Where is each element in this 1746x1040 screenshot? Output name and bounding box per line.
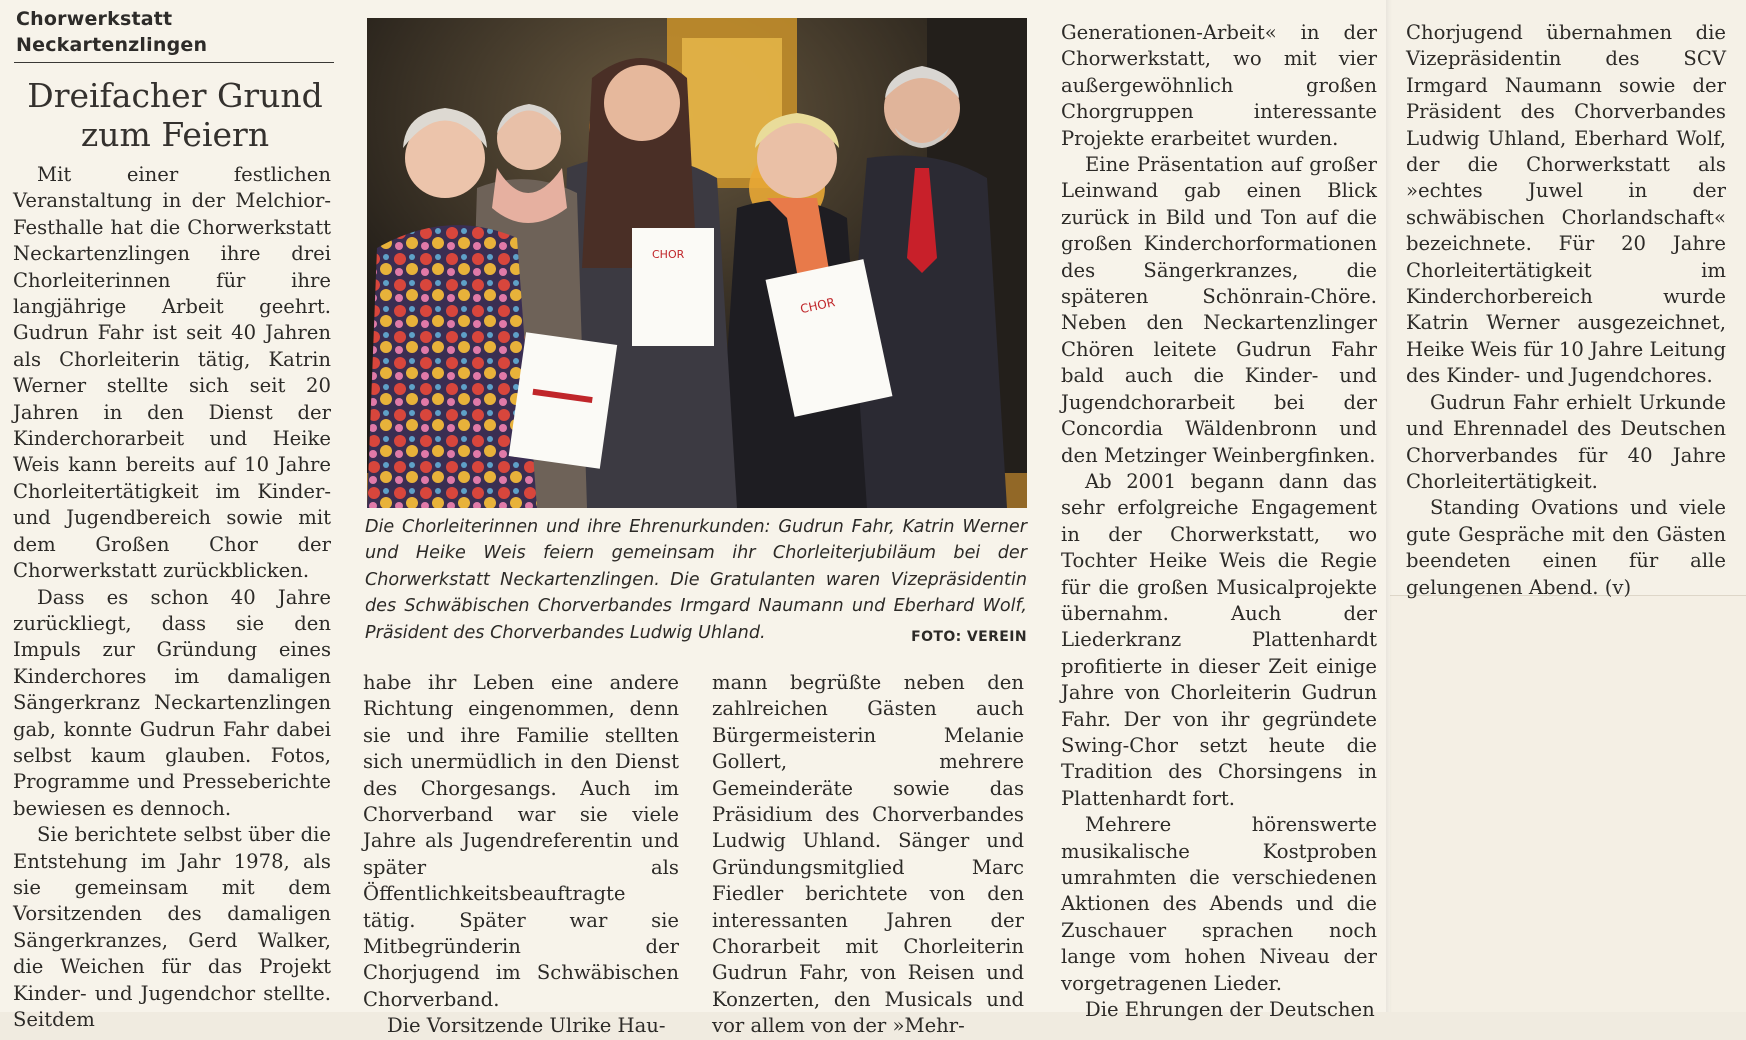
kicker-line-1: Chorwerkstatt — [16, 8, 173, 30]
headline-line-1: Dreifacher Grund — [27, 76, 323, 115]
kicker-divider — [14, 62, 334, 63]
photo-credit: FOTO: VEREIN — [911, 628, 1027, 645]
paragraph: habe ihr Leben eine andere Richtung eingenommen, denn sie und ihre Familie stellten sich unermüdlich in den Dienst des Chorgesangs. Auch im Chorverband war sie viele Jahre als Jugendreferentin und später als Öffentlichkeitsbeauftragte tätig. Später war sie Mitbegründerin der Chorjugend im Schwäbischen Chorverband. — [363, 671, 679, 1011]
text-column-3 — [712, 670, 1024, 1040]
clipping-edge-shadow — [1386, 0, 1392, 1012]
text-column-4 — [1061, 20, 1377, 1023]
article-headline — [16, 76, 334, 154]
certificate-label-1: CHOR — [652, 248, 685, 261]
headline-line-2: zum Feiern — [80, 115, 270, 154]
text-column-1 — [13, 162, 331, 1033]
article-photo — [367, 18, 1027, 508]
photo-caption — [365, 514, 1027, 650]
newspaper-clipping-continuation — [1390, 0, 1746, 599]
certificate-label-2: CHOR — [798, 295, 837, 317]
paragraph: mann begrüßte neben den zahlreichen Gästen auch Bürgermeisterin Melanie Gollert, mehrere Gemeinderäte sowie das Präsidium des Chorverbandes Ludwig Uhland. Sänger und Gründungsmitglied Marc Fiedler berichtete von den interessanten Jahren der Chorarbeit mit Chorleiterin Gudrun Fahr, von Reisen und Konzerten, den Musicals und vor allem von der »Mehr- — [712, 671, 1024, 1038]
paragraph: Eine Präsentation auf großer Leinwand gab einen Blick zurück in Bild und Ton auf die großen Kinderchorformationen des Sängerkranzes, die späteren Schönrain-Chöre. Neben den Neckartenzlinger Chören leitete Gudrun Fahr bald auch die Kinder- und Jugendchorarbeit bei der Concordia Wäldenbronn und den Metzinger Weinbergfinken. — [1061, 153, 1377, 467]
paragraph: Mit einer festlichen Veranstaltung in der Melchior-Festhalle hat die Chorwerkstatt Neckartenzlingen ihre drei Chorleiterinnen für ihre langjährige Arbeit geehrt. Gudrun Fahr ist seit 40 Jahren als Chorleiterin tätig, Katrin Werner stellte sich seit 20 Jahren in den Dienst der Kinderchorarbeit und Heike Weis kann bereits auf 10 Jahre Chorleitertätigkeit im Kinder- und Jugendbereich sowie mit dem Großen Chor der Chorwerkstatt zurückblicken. — [13, 163, 331, 583]
choir-leaders-photo — [367, 18, 1027, 508]
caption-text: Die Chorleiterinnen und ihre Ehrenurkunden: Gudrun Fahr, Katrin Werner und Heike Weis feiern gemeinsam ihr Chorleiterjubiläum bei der Chorwerkstatt Neckartenzlingen. Die Gratulanten waren Vizepräsidentin des Schwäbischen Chorverbandes Irmgard Naumann und Eberhard Wolf, Präsident des Chorverbandes Ludwig Uhland. — [365, 517, 1027, 643]
paragraph: Ab 2001 begann dann das sehr erfolgreiche Engagement in der Chorwerkstatt, wo Tochter Heike Weis die Regie für die großen Musicalprojekte übernahm. Auch der Liederkranz Plattenhardt profitierte in dieser Zeit einige Jahre von Chorleiterin Gudrun Fahr. Der von ihr gegründete Swing-Chor setzt heute die Tradition des Chorsingens in Plattenhardt fort. — [1061, 469, 1377, 810]
article-kicker — [16, 6, 334, 58]
paragraph: Chorjugend übernahmen die Vizepräsidentin des SCV Irmgard Naumann sowie der Präsident des Chorverbandes Ludwig Uhland, Eberhard Wolf, der die Chorwerkstatt als »echtes Juwel in der schwäbischen Chorlandschaft« bezeichnete. Für 20 Jahre Chorleitertätigkeit im Kinderchorbereich wurde Katrin Werner ausgezeichnet, Heike Weis für 10 Jahre Leitung des Kinder- und Jugendchores. — [1406, 21, 1726, 388]
paragraph: Die Ehrungen der Deutschen — [1085, 998, 1375, 1022]
paragraph: Generationen-Arbeit« in der Chorwerkstatt, wo mit vier außergewöhnlich großen Chorgruppen interessante Projekte erarbeitet wurden. — [1061, 21, 1377, 150]
paragraph: Gudrun Fahr erhielt Urkunde und Ehrennadel des Deutschen Chorverbandes für 40 Jahre Chorleitertätigkeit. — [1406, 390, 1726, 493]
text-column-2 — [363, 670, 679, 1040]
text-column-5 — [1406, 20, 1726, 601]
paragraph: Die Vorsitzende Ulrike Hau- — [387, 1014, 666, 1038]
paragraph: Dass es schon 40 Jahre zurückliegt, dass sie den Impuls zur Gründung eines Kinderchores im damaligen Sängerkranz Neckartenzlingen gab, konnte Gudrun Fahr dabei selbst kaum glauben. Fotos, Programme und Presseberichte bewiesen es dennoch. — [13, 585, 331, 820]
paragraph: Mehrere hörenswerte musikalische Kostproben umrahmten die verschiedenen Aktionen des Abends und die Zuschauer sprachen noch lange vom hohen Niveau der vorgetragenen Lieder. — [1061, 813, 1377, 995]
kicker-line-2: Neckartenzlingen — [16, 34, 208, 56]
paragraph: Standing Ovations und viele gute Gespräche mit den Gästen beendeten einen für alle gelungenen Abend. (v) — [1406, 496, 1726, 599]
paragraph: Sie berichtete selbst über die Entstehung im Jahr 1978, als sie gemeinsam mit dem Vorsitzenden des damaligen Sängerkranzes, Gerd Walker, die Weichen für das Projekt Kinder- und Jugendchor stellte. Seitdem — [13, 823, 331, 1031]
